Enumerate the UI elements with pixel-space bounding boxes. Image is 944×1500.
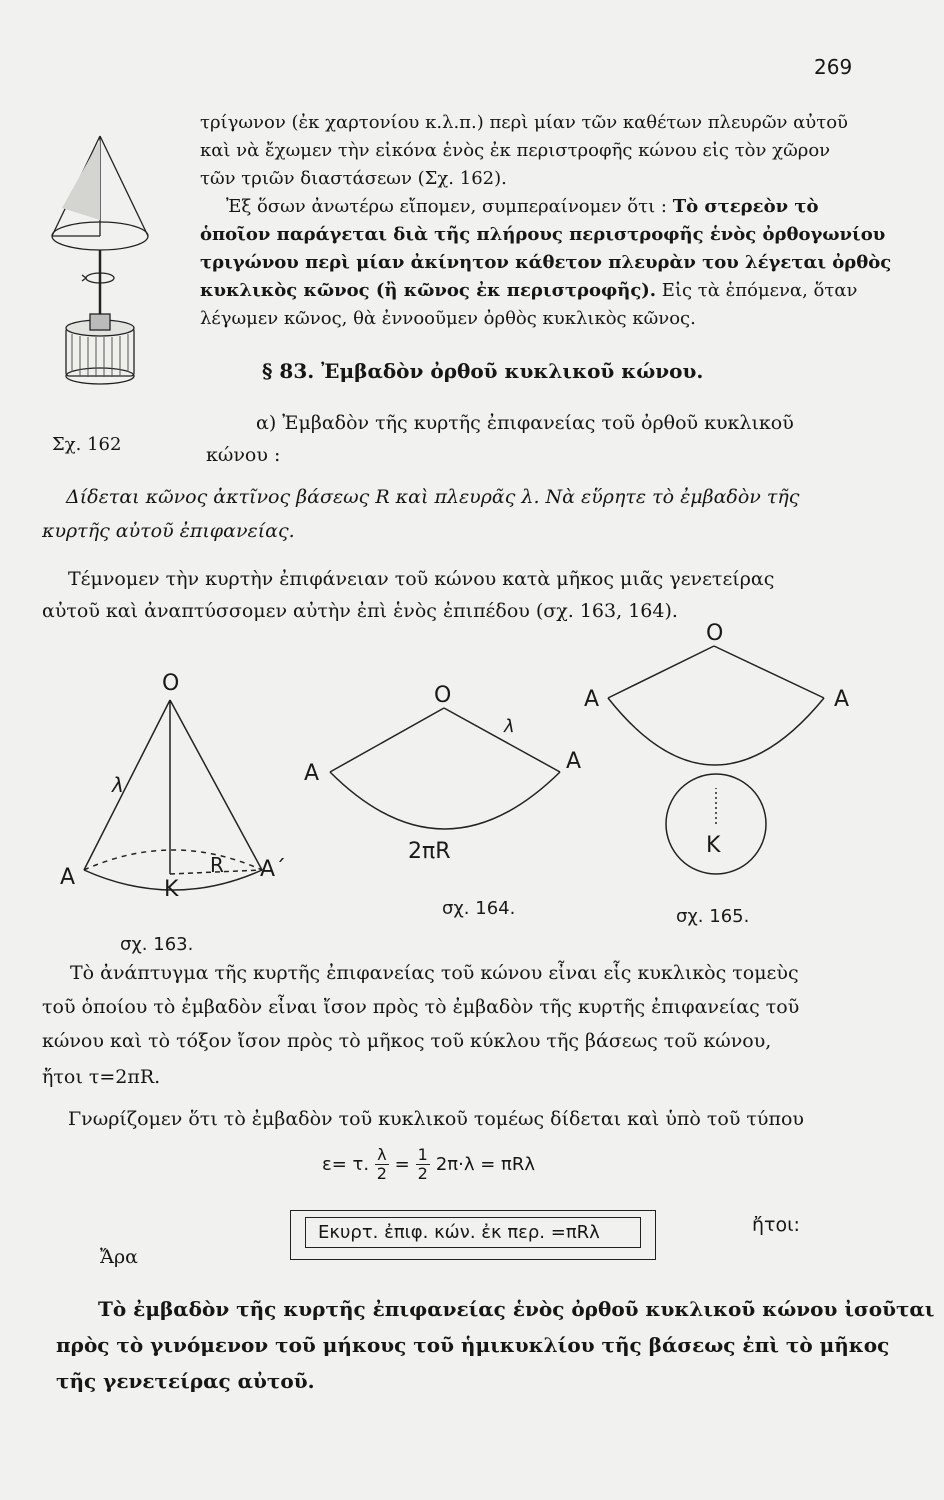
cut-line-1: Τέμνομεν τὴν κυρτὴν ἐπιφάνειαν τοῦ κώνου κατὰ μῆκος μιᾶς γενετείρας: [68, 568, 775, 590]
sector-area-formula: [322, 1146, 535, 1183]
fig165-label-O: O: [706, 621, 724, 646]
fig163-label-R: R: [210, 853, 224, 877]
fig163-label-O: O: [162, 671, 180, 696]
fig164-label-O: O: [434, 683, 452, 708]
page-number: 269: [814, 55, 853, 79]
development-line-1: Τὸ ἀνάπτυγμα τῆς κυρτῆς ἐπιφανείας τοῦ κώνου εἶναι εἷς κυκλικὸς τομεὺς: [70, 962, 799, 984]
fig164-label-arc: 2πR: [408, 839, 451, 864]
formula-frac2-num: 1: [417, 1145, 428, 1164]
formula-rhs: 2π·λ = πRλ: [435, 1154, 536, 1175]
section-heading: § 83. Ἐμβαδὸν ὀρθοῦ κυκλικοῦ κώνου.: [262, 359, 704, 383]
conclusion-line-1: Τὸ ἐμβαδὸν τῆς κυρτῆς ἐπιφανείας ἑνὸς ὀρθοῦ κυκλικοῦ κώνου ἰσοῦται: [98, 1297, 935, 1321]
fig165-caption: σχ. 165.: [676, 906, 750, 927]
intro-line-8: λέγωμεν κῶνος, θὰ ἐννοοῦμεν ὀρθὸς κυκλικὸς κῶνος.: [200, 308, 696, 329]
development-line-2: τοῦ ὁποίου τὸ ἐμβαδὸν εἶναι ἴσον πρὸς τὸ ἐμβαδὸν τῆς κυρτῆς ἐπιφανείας τοῦ: [42, 996, 800, 1018]
cut-line-2: αὐτοῦ καὶ ἀναπτύσσομεν αὐτὴν ἐπὶ ἑνὸς ἐπιπέδου (σχ. 163, 164).: [42, 600, 678, 622]
figure-165-sector-circle: [580, 612, 870, 932]
formula-fraction-1: [375, 1146, 388, 1183]
conclusion-line-3: τῆς γενετείρας αὐτοῦ.: [56, 1369, 315, 1393]
formula-frac1-den: 2: [376, 1164, 387, 1183]
figure-162-caption: Σχ. 162: [52, 434, 122, 455]
know-line: Γνωρίζομεν ὅτι τὸ ἐμβαδὸν τοῦ κυκλικοῦ τομέως δίδεται καὶ ὑπὸ τοῦ τύπου: [68, 1108, 804, 1130]
conclusion-line-2: πρὸς τὸ γινόμενον τοῦ μήκους τοῦ ἡμικυκλίου τῆς βάσεως ἐπὶ τὸ μῆκος: [56, 1333, 890, 1357]
formula-fraction-2: [416, 1146, 430, 1183]
fig165-label-A-left: A: [584, 687, 600, 712]
fig164-label-lambda: λ: [504, 716, 515, 737]
fig164-label-A-right: A: [566, 749, 582, 774]
intro-line-4: [226, 194, 818, 220]
fig165-label-A-right: A: [834, 687, 850, 712]
boxed-formula-outer: [290, 1210, 656, 1260]
intro-line-2: καὶ νὰ ἔχωμεν τὴν εἰκόνα ἑνὸς ἐκ περιστροφῆς κώνου εἰς τὸν χῶρον: [200, 140, 831, 161]
fig163-label-A-prime: A΄: [260, 857, 287, 882]
ara-label: Ἄρα: [100, 1246, 138, 1268]
intro-line-1: τρίγωνον (ἐκ χαρτονίου κ.λ.π.) περὶ μίαν τῶν καθέτων πλευρῶν αὐτοῦ: [200, 112, 848, 133]
itoi-label: ἤτοι:: [752, 1214, 800, 1236]
intro-line-7: [200, 278, 857, 304]
fig163-caption: σχ. 163.: [120, 934, 194, 955]
figure-163-cone: [50, 660, 300, 960]
intro-line-7-bold: κυκλικὸς κῶνος (ἢ κῶνος ἐκ περιστροφῆς).: [200, 280, 657, 301]
given-line-2: κυρτῆς αὐτοῦ ἐπιφανείας.: [42, 520, 295, 542]
fig165-label-K: K: [706, 833, 721, 858]
intro-line-4-text: Ἐξ ὅσων ἀνωτέρω εἴπομεν, συμπεραίνομεν ὅτι :: [226, 196, 667, 217]
intro-line-4-bold: Τὸ στερεὸν τὸ: [672, 196, 819, 217]
development-line-3: κώνου καὶ τὸ τόξον ἴσον πρὸς τὸ μῆκος τοῦ κύκλου τῆς βάσεως τοῦ κώνου,: [42, 1030, 772, 1052]
formula-lhs: ε= τ.: [322, 1154, 370, 1175]
formula-frac1-num: λ: [377, 1145, 387, 1164]
formula-frac2-den: 2: [417, 1164, 428, 1183]
development-line-4: ἤτοι τ=2πR.: [42, 1066, 161, 1088]
figure-164-sector: [298, 676, 618, 936]
fig163-label-K: K: [164, 877, 179, 902]
fig164-label-A-left: A: [304, 761, 320, 786]
fig163-label-lambda: λ: [112, 773, 124, 797]
intro-line-6: τριγώνου περὶ μίαν ἀκίνητον κάθετον πλευρὰν του λέγεται ὀρθὸς: [200, 252, 892, 273]
formula-eq: =: [394, 1154, 410, 1175]
subsection-line-2: κώνου :: [206, 444, 281, 466]
intro-line-3: τῶν τριῶν διαστάσεων (Σχ. 162).: [200, 168, 507, 189]
figure-162-cone-spindle: [36, 128, 166, 408]
boxed-formula: Εκυρτ. ἐπιφ. κών. ἐκ περ. =πRλ: [305, 1217, 641, 1248]
given-line-1: Δίδεται κῶνος ἀκτῖνος βάσεως R καὶ πλευρᾶς λ. Νὰ εὕρητε τὸ ἐμβαδὸν τῆς: [66, 486, 800, 508]
intro-line-7-text: Εἰς τὰ ἑπόμενα, ὅταν: [656, 280, 858, 301]
subsection-line-1: α) Ἐμβαδὸν τῆς κυρτῆς ἐπιφανείας τοῦ ὀρθοῦ κυκλικοῦ: [256, 412, 794, 434]
fig163-label-A: A: [60, 865, 76, 890]
intro-line-5: ὁποῖον παράγεται διὰ τῆς πλήρους περιστροφῆς ἑνὸς ὀρθογωνίου: [200, 224, 886, 245]
fig164-caption: σχ. 164.: [442, 898, 516, 919]
